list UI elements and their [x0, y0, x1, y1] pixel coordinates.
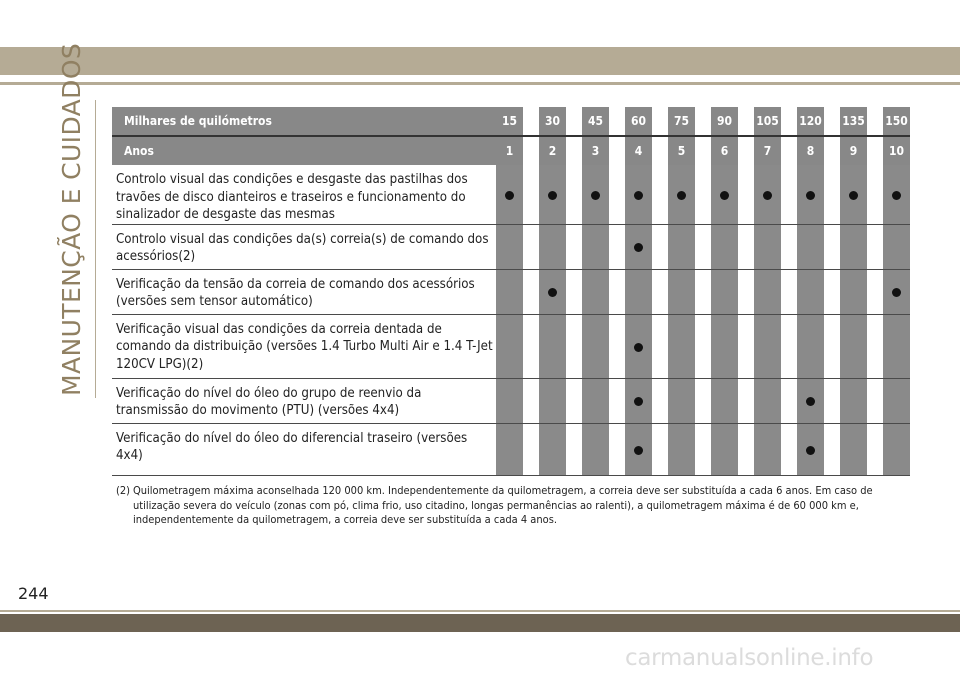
schedule-cell — [625, 378, 652, 423]
years-header-row-cell: 7 — [754, 137, 781, 165]
scheduled-dot-icon — [763, 191, 772, 200]
column-gap — [652, 107, 668, 135]
km-header-row — [112, 107, 910, 135]
scheduled-dot-icon — [505, 191, 514, 200]
schedule-cell — [797, 423, 824, 475]
schedule-row — [112, 269, 910, 314]
column-gap — [824, 269, 840, 314]
column-gap — [523, 107, 539, 135]
schedule-row-label: Controlo visual das condições da(s) correia(s) de comando dos acessórios(2) — [112, 224, 496, 269]
schedule-cell — [797, 378, 824, 423]
column-gap — [652, 137, 668, 165]
column-gap — [781, 137, 797, 165]
schedule-cell — [797, 269, 824, 314]
schedule-cell — [496, 314, 523, 378]
column-gap — [695, 107, 711, 135]
column-gap — [738, 137, 754, 165]
column-gap — [566, 224, 582, 269]
schedule-cell — [668, 224, 695, 269]
years-header-row-cell: 8 — [797, 137, 824, 165]
column-gap — [824, 137, 840, 165]
schedule-cell — [582, 314, 609, 378]
page-number: 244 — [18, 584, 49, 603]
column-gap — [695, 137, 711, 165]
km-header-row-cell: 150 — [883, 107, 910, 135]
column-gap — [867, 137, 883, 165]
km-header-row-cell: 15 — [496, 107, 523, 135]
column-gap — [523, 378, 539, 423]
scheduled-dot-icon — [634, 191, 643, 200]
schedule-cell — [496, 269, 523, 314]
years-header-row-cell: 9 — [840, 137, 867, 165]
bottom-decorative-line — [0, 610, 960, 612]
years-header-row-cell: 1 — [496, 137, 523, 165]
schedule-cell — [840, 165, 867, 224]
column-gap — [609, 107, 625, 135]
column-gap — [867, 314, 883, 378]
column-gap — [609, 378, 625, 423]
schedule-cell — [668, 314, 695, 378]
schedule-cell — [582, 224, 609, 269]
km-header-row-cell: 105 — [754, 107, 781, 135]
scheduled-dot-icon — [634, 446, 643, 455]
column-gap — [824, 165, 840, 224]
column-gap — [695, 224, 711, 269]
column-gap — [652, 165, 668, 224]
column-gap — [738, 378, 754, 423]
schedule-cell — [840, 269, 867, 314]
scheduled-dot-icon — [548, 288, 557, 297]
scheduled-dot-icon — [806, 446, 815, 455]
footnote-number: (2) — [116, 484, 131, 497]
section-side-title: MANUTENÇÃO E CUIDADOS — [57, 42, 86, 396]
column-gap — [609, 224, 625, 269]
years-header-row-label: Anos — [112, 137, 496, 165]
schedule-cell — [711, 224, 738, 269]
schedule-cell — [754, 378, 781, 423]
column-gap — [867, 224, 883, 269]
column-gap — [738, 314, 754, 378]
schedule-cell — [625, 314, 652, 378]
column-gap — [781, 224, 797, 269]
column-gap — [652, 224, 668, 269]
schedule-row — [112, 378, 910, 423]
km-header-row-label: Milhares de quilómetros — [112, 107, 496, 135]
schedule-row — [112, 165, 910, 224]
column-gap — [824, 378, 840, 423]
scheduled-dot-icon — [892, 191, 901, 200]
km-header-row-cell: 135 — [840, 107, 867, 135]
scheduled-dot-icon — [677, 191, 686, 200]
column-gap — [566, 314, 582, 378]
column-gap — [523, 269, 539, 314]
footnote-text: Quilometragem máxima aconselhada 120 000 km. Independentemente da quilometragem, a correia deve ser substituída a cada 6 anos. Em caso de utilização severa do veículo (zonas com pó, clima frio, uso citadino, longas permanências ao ralenti), a quilometragem máxima é de 60 000 km e, independentemente da quilometragem, a correia deve ser substituída a cada 4 anos. — [133, 484, 873, 526]
column-gap — [566, 165, 582, 224]
schedule-cell — [582, 165, 609, 224]
schedule-cell — [496, 224, 523, 269]
column-gap — [695, 165, 711, 224]
column-gap — [824, 224, 840, 269]
top-decorative-line — [0, 82, 960, 85]
years-header-row-cell: 2 — [539, 137, 566, 165]
watermark: carmanualsonline.info — [625, 645, 874, 671]
column-gap — [652, 269, 668, 314]
schedule-cell — [539, 224, 566, 269]
column-gap — [867, 269, 883, 314]
schedule-cell — [840, 378, 867, 423]
schedule-cell — [539, 423, 566, 475]
footnote — [116, 484, 916, 528]
column-gap — [695, 314, 711, 378]
column-gap — [824, 107, 840, 135]
column-gap — [566, 269, 582, 314]
column-gap — [738, 224, 754, 269]
column-gap — [867, 378, 883, 423]
maintenance-schedule-table — [112, 107, 910, 476]
years-header-row-cell: 10 — [883, 137, 910, 165]
schedule-cell — [840, 314, 867, 378]
column-gap — [523, 137, 539, 165]
scheduled-dot-icon — [892, 288, 901, 297]
schedule-cell — [883, 269, 910, 314]
years-header-row-cell: 6 — [711, 137, 738, 165]
column-gap — [609, 165, 625, 224]
schedule-cell — [883, 314, 910, 378]
schedule-cell — [582, 269, 609, 314]
column-gap — [609, 137, 625, 165]
schedule-cell — [668, 423, 695, 475]
schedule-cell — [668, 378, 695, 423]
column-gap — [566, 378, 582, 423]
column-gap — [695, 269, 711, 314]
scheduled-dot-icon — [634, 343, 643, 352]
scheduled-dot-icon — [720, 191, 729, 200]
schedule-cell — [539, 269, 566, 314]
schedule-cell — [625, 423, 652, 475]
scheduled-dot-icon — [548, 191, 557, 200]
column-gap — [652, 423, 668, 475]
schedule-cell — [754, 269, 781, 314]
schedule-cell — [582, 378, 609, 423]
km-header-row-cell: 120 — [797, 107, 824, 135]
km-header-row-cell: 60 — [625, 107, 652, 135]
column-gap — [781, 269, 797, 314]
schedule-cell — [883, 378, 910, 423]
schedule-cell — [711, 423, 738, 475]
schedule-row — [112, 423, 910, 475]
schedule-cell — [883, 224, 910, 269]
scheduled-dot-icon — [591, 191, 600, 200]
scheduled-dot-icon — [634, 397, 643, 406]
years-header-row-cell: 5 — [668, 137, 695, 165]
schedule-cell — [711, 269, 738, 314]
column-gap — [738, 423, 754, 475]
schedule-cell — [711, 378, 738, 423]
column-gap — [523, 314, 539, 378]
schedule-cell — [711, 314, 738, 378]
column-gap — [781, 165, 797, 224]
schedule-cell — [539, 314, 566, 378]
schedule-row-label: Verificação visual das condições da correia dentada de comando da distribuição (versões 1.4 Turbo Multi Air e 1.4 T-Jet 120CV LPG)(2) — [112, 314, 496, 378]
schedule-cell — [625, 165, 652, 224]
column-gap — [523, 165, 539, 224]
column-gap — [867, 107, 883, 135]
schedule-cell — [797, 165, 824, 224]
schedule-row-label: Verificação da tensão da correia de comando dos acessórios (versões sem tensor automático) — [112, 269, 496, 314]
km-header-row-cell: 30 — [539, 107, 566, 135]
schedule-cell — [539, 378, 566, 423]
schedule-cell — [754, 165, 781, 224]
column-gap — [695, 423, 711, 475]
schedule-cell — [668, 269, 695, 314]
column-gap — [738, 107, 754, 135]
column-gap — [867, 423, 883, 475]
scheduled-dot-icon — [806, 397, 815, 406]
scheduled-dot-icon — [849, 191, 858, 200]
years-header-row-cell: 4 — [625, 137, 652, 165]
km-header-row-cell: 90 — [711, 107, 738, 135]
schedule-cell — [883, 165, 910, 224]
schedule-cell — [582, 423, 609, 475]
schedule-cell — [668, 165, 695, 224]
column-gap — [781, 107, 797, 135]
column-gap — [824, 423, 840, 475]
schedule-cell — [711, 165, 738, 224]
km-header-row-cell: 75 — [668, 107, 695, 135]
column-gap — [867, 165, 883, 224]
bottom-decorative-band — [0, 614, 960, 632]
schedule-cell — [797, 314, 824, 378]
column-gap — [566, 137, 582, 165]
column-gap — [738, 165, 754, 224]
schedule-row-label: Controlo visual das condições e desgaste das pastilhas dos travões de disco dianteiros e traseiros e funcionamento do sinalizador de desgaste das mesmas — [112, 165, 496, 224]
column-gap — [652, 378, 668, 423]
column-gap — [566, 107, 582, 135]
schedule-row-label: Verificação do nível do óleo do diferencial traseiro (versões 4x4) — [112, 423, 496, 475]
schedule-row — [112, 314, 910, 378]
top-decorative-band — [0, 47, 960, 75]
scheduled-dot-icon — [806, 191, 815, 200]
column-gap — [523, 423, 539, 475]
schedule-cell — [625, 224, 652, 269]
column-gap — [609, 269, 625, 314]
column-gap — [781, 378, 797, 423]
schedule-cell — [754, 224, 781, 269]
column-gap — [609, 423, 625, 475]
column-gap — [824, 314, 840, 378]
side-rule — [95, 100, 96, 398]
schedule-cell — [496, 165, 523, 224]
schedule-cell — [754, 423, 781, 475]
column-gap — [566, 423, 582, 475]
schedule-cell — [496, 423, 523, 475]
schedule-cell — [625, 269, 652, 314]
scheduled-dot-icon — [634, 243, 643, 252]
column-gap — [781, 314, 797, 378]
km-header-row-cell: 45 — [582, 107, 609, 135]
years-header-row-cell: 3 — [582, 137, 609, 165]
schedule-row-label: Verificação do nível do óleo do grupo de reenvio da transmissão do movimento (PTU) (versões 4x4) — [112, 378, 496, 423]
schedule-cell — [496, 378, 523, 423]
schedule-row — [112, 224, 910, 269]
column-gap — [781, 423, 797, 475]
years-header-row — [112, 137, 910, 165]
schedule-cell — [539, 165, 566, 224]
column-gap — [695, 378, 711, 423]
schedule-cell — [754, 314, 781, 378]
column-gap — [609, 314, 625, 378]
column-gap — [523, 224, 539, 269]
column-gap — [652, 314, 668, 378]
schedule-cell — [840, 423, 867, 475]
schedule-cell — [797, 224, 824, 269]
column-gap — [738, 269, 754, 314]
schedule-cell — [883, 423, 910, 475]
schedule-cell — [840, 224, 867, 269]
